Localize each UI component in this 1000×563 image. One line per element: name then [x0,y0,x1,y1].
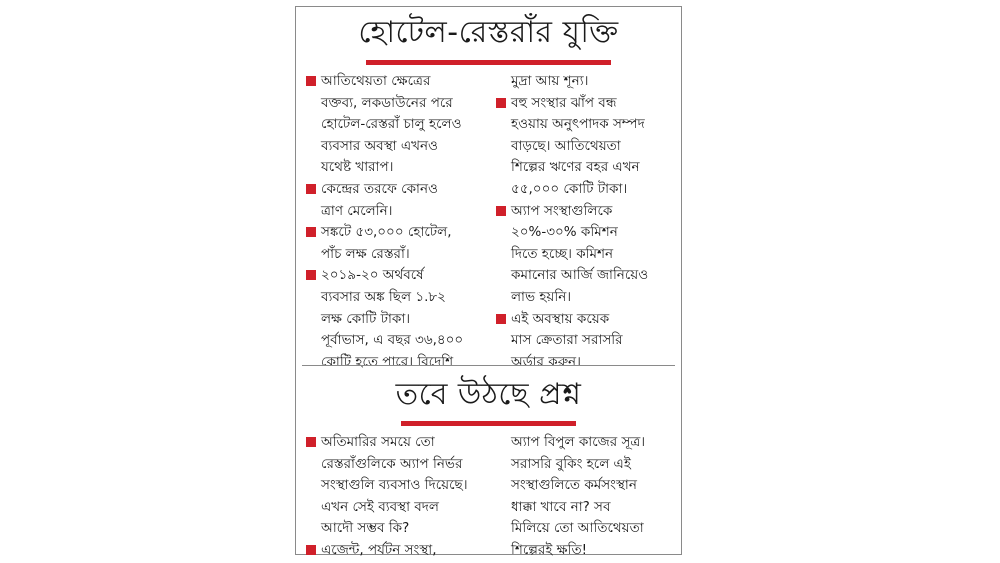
continued-text [496,432,676,562]
text-line: এজেন্ট, পর্যটন সংস্থা, [321,541,437,558]
text-line: অতিমারির সময়ে তো [321,434,435,450]
text-line: এখন সেই ব্যবস্থা বদল [321,498,439,515]
section2-right-column [496,432,676,562]
text-line: কেন্দ্রের তরফে কোনও [321,180,438,197]
section1-title: হোটেল-রেস্তরাঁর যুক্তি [358,15,619,50]
text-line: এই অবস্থায় কয়েক [511,310,610,327]
text-line: লক্ষ কোটি টাকা। [321,310,411,327]
bullet-item [306,265,486,373]
text-line: ৫৫,০০০ কোটি টাকা। [511,180,628,197]
red-square-bullet-icon [306,184,316,194]
text-line: অ্যাপ সংস্থাগুলিকে [511,202,613,219]
bullet-item [306,432,486,540]
text-line: বহু সংস্থার ঝাঁপ বন্ধ [511,94,617,111]
text-line: ২০১৯-২০ অর্থবর্ষে [321,267,424,284]
red-square-bullet-icon [496,98,506,108]
section1-left-column [306,71,486,373]
red-square-bullet-icon [306,437,316,447]
bullet-item [496,309,676,374]
text-line: পূর্বাভাস, এ বছর ৩৬,৪০০ [321,332,464,349]
red-square-bullet-icon [306,76,316,86]
text-line: পাঁচ লক্ষ রেস্তরাঁ। [321,245,410,262]
text-line: আতিথেয়তা ক্ষেত্রের [321,73,431,89]
text-line: হওয়ায় অনুৎপাদক সম্পদ [511,116,645,133]
text-line: শিল্পেরই ক্ষতি! [511,541,587,558]
text-line: রেস্তরাঁগুলিকে অ্যাপ নির্ভর [321,455,463,472]
text-line: অ্যাপ বিপুল কাজের সূত্র। [511,434,646,450]
bullet-item [306,71,486,179]
news-infobox [295,6,682,558]
red-square-bullet-icon [496,314,506,324]
red-square-bullet-icon [496,206,506,216]
section1-title-underline [366,60,611,65]
text-line: সংস্থাগুলিতে কর্মসংস্থান [511,477,637,494]
bullet-item [306,222,486,265]
red-square-bullet-icon [306,270,316,280]
bullet-item [496,201,676,309]
bullet-item [306,179,486,222]
text-line: আদৌ সম্ভব কি? [321,520,410,537]
red-square-bullet-icon [306,227,316,237]
section-divider [302,365,675,366]
text-line: শিল্পের ঋণের বহর এখন [511,159,640,176]
red-square-bullet-icon [306,545,316,555]
text-line: দিতে হচ্ছে। কমিশন [511,245,614,262]
text-line: মুদ্রা আয় শূন্য। [511,73,589,89]
text-line: সরাসরি বুকিং হলে এই [511,455,631,472]
text-line: মিলিয়ে তো আতিথেয়তা [511,520,644,537]
text-line: যথেষ্ট খারাপ। [321,159,394,176]
section2-title-underline [401,421,576,426]
text-line: কোটি হতে পারে। বিদেশি [321,353,454,370]
continued-text [496,71,676,93]
text-line: অর্ডার করুন। [511,353,581,370]
section2-left-column [306,432,486,562]
bullet-item [496,93,676,201]
text-line: ব্যবসার অঙ্ক ছিল ১.৮২ [321,288,446,305]
text-line: ত্রাণ মেলেনি। [321,202,393,219]
text-line: ব্যবসার অবস্থা এখনও [321,137,438,154]
text-line: লাভ হয়নি। [511,288,572,305]
text-line: সংস্থাগুলি ব্যবসাও দিয়েছে। [321,477,468,494]
section2-title: তবে উঠছে প্রশ্ন [395,377,582,412]
bullet-item [306,540,486,562]
text-line: হোটেল-রেস্তরাঁ চালু হলেও [321,116,462,133]
text-line: কমানোর আর্জি জানিয়েও [511,267,649,284]
section1-right-column [496,71,676,373]
text-line: মাস ক্রেতারা সরাসরি [511,332,623,349]
text-line: সঙ্কটে ৫৩,০০০ হোটেল, [321,224,452,241]
text-line: ২০%-৩০% কমিশন [511,224,618,241]
text-line: ধাক্কা খাবে না? সব [511,498,611,515]
text-line: বক্তব্য, লকডাউনের পরে [321,94,453,111]
text-line: বাড়ছে। আতিথেয়তা [511,137,621,154]
